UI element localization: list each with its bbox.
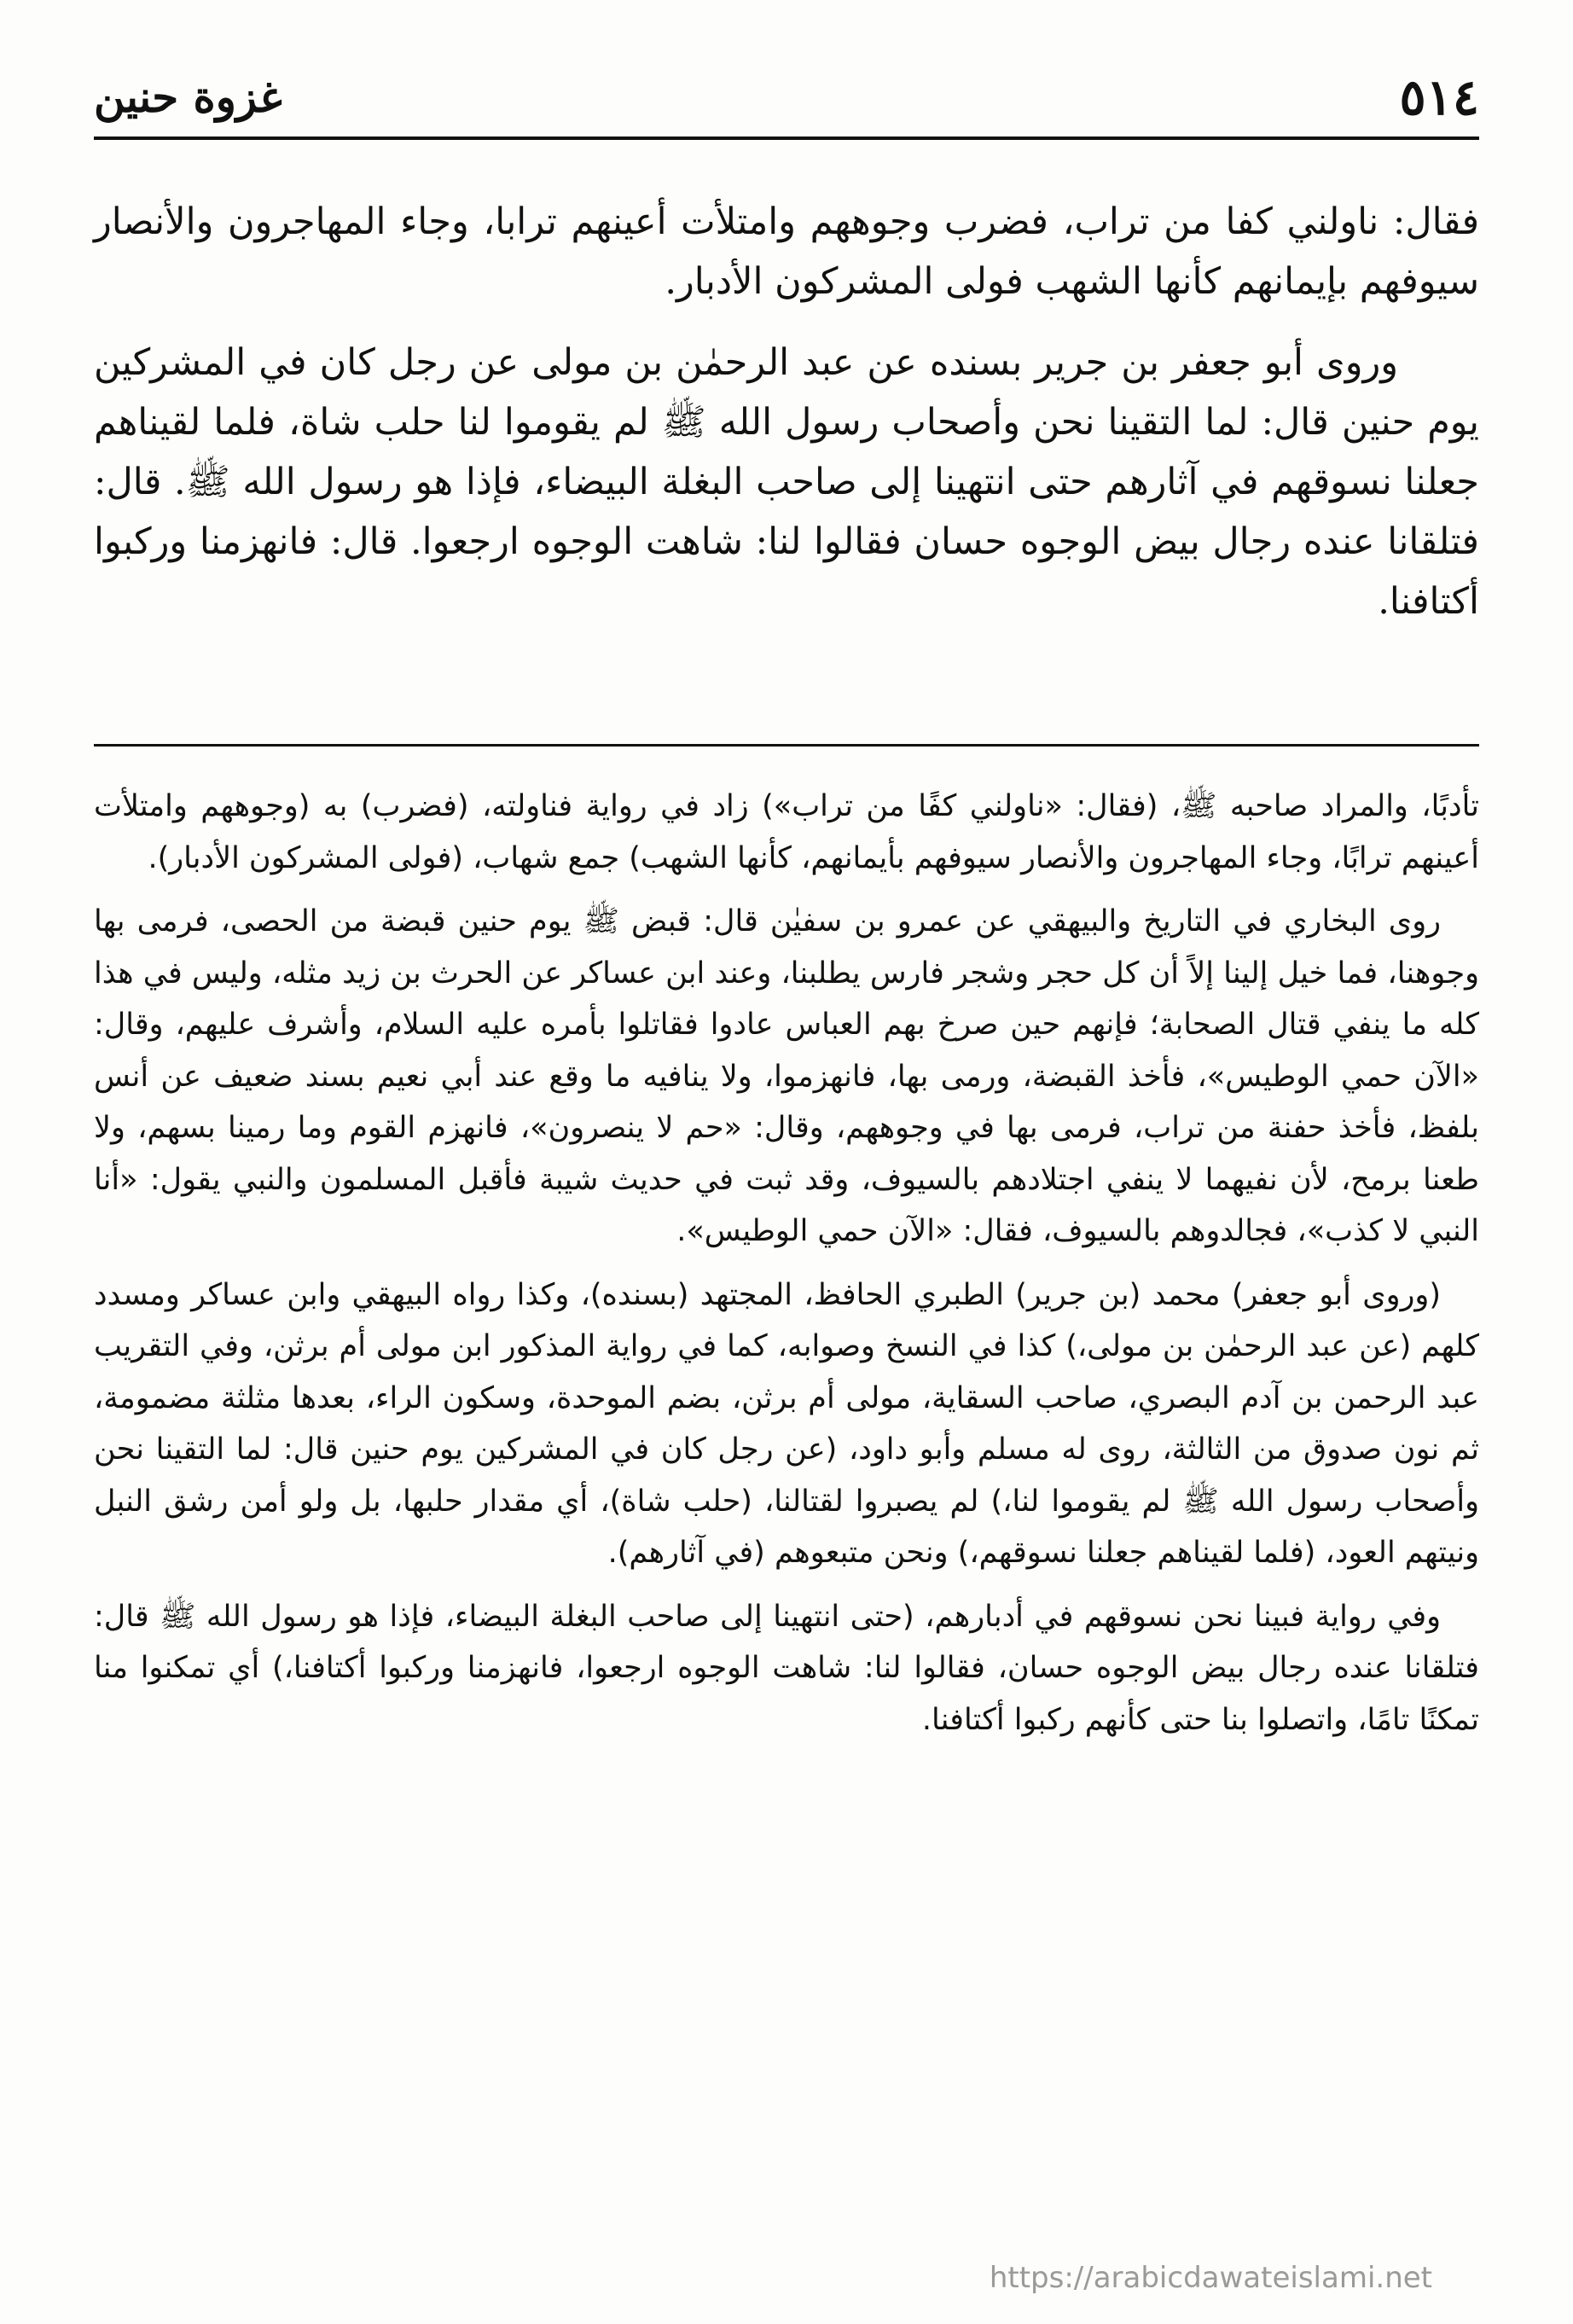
running-title: غزوة حنين (94, 72, 282, 122)
main-paragraph: وروى أبو جعفر بن جرير بسنده عن عبد الرحمٰن بن مولى عن رجل كان في المشركين يوم حنين قال: لما التقينا نحن وأصحاب رسول الله ﷺ لم يقوموا لنا حلب شاة، فلما لقيناهم جعلنا نسوقهم في آثارهم حتى انتهينا إلى صاحب البغلة البيضاء، فإذا هو رسول الله ﷺ. قال: فتلقانا عنده رجال بيض الوجوه حسان فقالوا لنا: شاهت الوجوه ارجعوا. قال: فانهزمنا وركبوا أكتافنا. (94, 341, 1479, 623)
page-number: ٥١٤ (1399, 68, 1479, 126)
commentary-paragraph: وفي رواية فبينا نحن نسوقهم في أدبارهم، (حتى انتهينا إلى صاحب البغلة البيضاء، فإذا هو رسول الله ﷺ قال: فتلقانا عنده رجال بيض الوجوه حسان، فقالوا لنا: شاهت الوجوه ارجعوا، فانهزمنا وركبوا أكتافنا،) أي تمكنوا منا تمكنًا تامًا، واتصلوا بنا حتى كأنهم ركبوا أكتافنا. (94, 1599, 1479, 1737)
watermark-url: https://arabicdawateislami.net (989, 2261, 1432, 2295)
main-text (94, 192, 1479, 653)
commentary-paragraph: تأدبًا، والمراد صاحبه ﷺ، (فقال: «ناولني كفًا من تراب») زاد في رواية فناولته، (فضرب) به (وجوههم وامتلأت أعينهم ترابًا، وجاء المهاجرون والأنصار سيوفهم بأيمانهم، كأنها الشهب) جمع شهاب، (فولى المشركون الأدبار). (94, 789, 1479, 875)
commentary-text (94, 781, 1479, 1758)
commentary-paragraph: روى البخاري في التاريخ والبيهقي عن عمرو بن سفيٰن قال: قبض ﷺ يوم حنين قبضة من الحصى، فرمى بها وجوهنا، فما خيل إلينا إلاً أن كل حجر وشجر فارس يطلبنا، وعند ابن عساكر عن الحرث بن زيد مثله، وليس في هذا كله ما ينفي قتال الصحابة؛ فإنهم حين صرخ بهم العباس عادوا فقاتلوا بأمره عليه السلام، وأشرف عليهم، وقال: «الآن حمي الوطيس»، فأخذ القبضة، ورمى بها، فانهزموا، ولا ينافيه ما وقع عند أبي نعيم بسند ضعيف عن أنس بلفظ، فأخذ حفنة من تراب، فرمى بها في وجوههم، وقال: «حم لا ينصرون»، فانهزم القوم وما رمينا بسهم، ولا طعنا برمح، لأن نفيهما لا ينفي اجتلادهم بالسيوف، وقد ثبت في حديث شيبة فأقبل المسلمون والنبي يقول: «أنا النبي لا كذب»، فجالدوهم بالسيوف، فقال: «الآن حمي الوطيس». (94, 904, 1479, 1248)
main-paragraph: فقال: ناولني كفا من تراب، فضرب وجوههم وامتلأت أعينهم ترابا، وجاء المهاجرون والأنصار سيوفهم بإيمانهم كأنها الشهب فولى المشركون الأدبار. (94, 200, 1479, 303)
commentary-paragraph: (وروى أبو جعفر) محمد (بن جرير) الطبري الحافظ، المجتهد (بسنده)، وكذا رواه البيهقي وابن عساكر ومسدد كلهم (عن عبد الرحمٰن بن مولى،) كذا في النسخ وصوابه، كما في رواية المذكور ابن مولى أم برثن، وفي التقريب عبد الرحمن بن آدم البصري، صاحب السقاية، مولى أم برثن، بضم الموحدة، وسكون الراء، بعدها مثلثة مضمومة، ثم نون صدوق من الثالثة، روى له مسلم وأبو داود، (عن رجل كان في المشركين يوم حنين قال: لما التقينا نحن وأصحاب رسول الله ﷺ لم يقوموا لنا،) لم يصبروا لقتالنا، (حلب شاة)، أي مقدار حلبها، بل ولو أمن رشق النبل ونيتهم العود، (فلما لقيناهم جعلنا نسوقهم،) ونحن متبعوهم (في آثارهم). (94, 1277, 1479, 1570)
page-header (94, 68, 1479, 140)
separator-line (94, 744, 1479, 747)
